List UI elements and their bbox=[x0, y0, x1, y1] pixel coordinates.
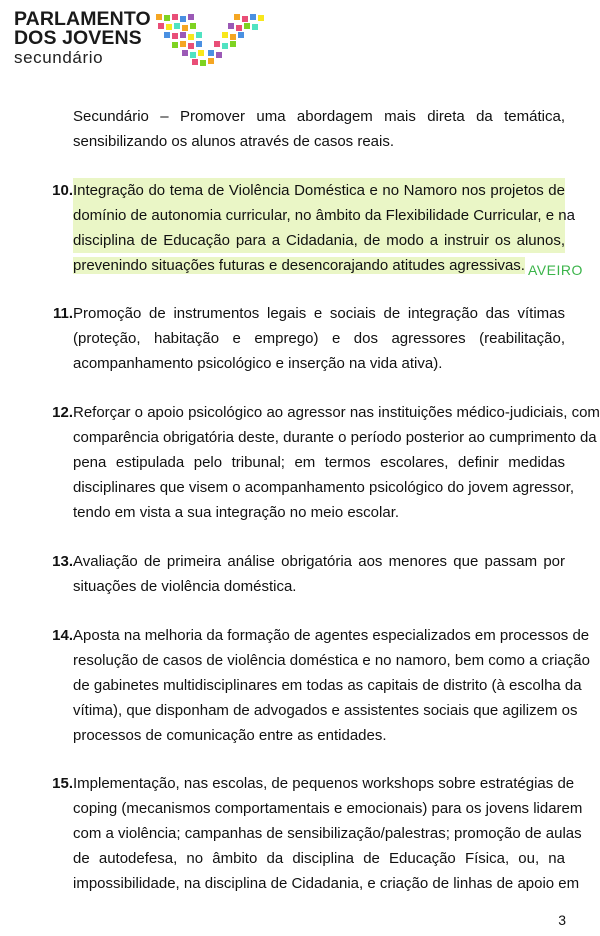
item-number: 11. bbox=[52, 305, 73, 322]
text-line: com a violência; campanhas de sensibilização/palestras; promoção de aulas bbox=[73, 825, 582, 842]
aveiro-tag: AVEIRO bbox=[528, 262, 583, 278]
text-line: impossibilidade, na disciplina de Cidadania, e criação de linhas de apoio em bbox=[73, 875, 580, 892]
highlighted-text: prevenindo situações futuras e desencorajando atitudes agressivas. bbox=[73, 257, 525, 274]
text-line bbox=[73, 228, 565, 253]
text-line: de autodefesa, no âmbito da disciplina de Educação Física, ou, na bbox=[73, 850, 565, 867]
text-line bbox=[73, 203, 575, 228]
item-number: 10. bbox=[52, 182, 73, 199]
text-line: Promoção de instrumentos legais e sociais de integração das vítimas bbox=[73, 305, 565, 322]
item-number: 15. bbox=[52, 775, 73, 792]
text-line: Reforçar o apoio psicológico ao agressor nas instituições médico-judiciais, com bbox=[73, 404, 600, 421]
text-line: (proteção, habitação e emprego) e dos agressores (reabilitação, bbox=[73, 330, 565, 347]
logo-wordmark bbox=[14, 10, 151, 68]
text-line: tendo em vista a sua integração no meio escolar. bbox=[73, 504, 400, 521]
text-line: acompanhamento psicológico e inserção na vida ativa). bbox=[73, 355, 443, 372]
text-line: Aposta na melhoria da formação de agentes especializados em processos de bbox=[73, 627, 590, 644]
text-line: disciplinares que visem o acompanhamento psicológico do jovem agressor, bbox=[73, 479, 575, 496]
text-line: coping (mecanismos comportamentais e emocionais) para os jovens lidarem bbox=[73, 800, 583, 817]
logo-line-3: secundário bbox=[14, 48, 104, 67]
highlighted-text: disciplina de Educação para a Cidadania, de modo a instruir os alunos, bbox=[73, 228, 565, 253]
text-line: pena estipulada pelo tribunal; em termos escolares, definir medidas bbox=[73, 454, 565, 471]
text-line: resolução de casos de violência doméstica e no namoro, bem como a criação bbox=[73, 652, 590, 669]
text-line: Avaliação de primeira análise obrigatória aos menores que passam por bbox=[73, 553, 565, 570]
highlighted-text: Integração do tema de Violência Doméstica e no Namoro nos projetos de bbox=[73, 178, 565, 203]
text-line: vítima), que disponham de advogados e assistentes sociais que agilizem os bbox=[73, 702, 578, 719]
item-number: 13. bbox=[52, 553, 73, 570]
text-line: sensibilizando os alunos através de casos reais. bbox=[73, 133, 395, 150]
item-number: 12. bbox=[52, 404, 73, 421]
text-line: Secundário – Promover uma abordagem mais direta da temática, bbox=[73, 108, 565, 125]
colored-squares-logo-icon bbox=[154, 12, 266, 68]
logo-line-1: PARLAMENTO bbox=[14, 8, 151, 30]
text-line: Implementação, nas escolas, de pequenos workshops sobre estratégias de bbox=[73, 775, 575, 792]
text-line: processos de comunicação entre as entidades. bbox=[73, 727, 387, 744]
highlighted-text: domínio de autonomia curricular, no âmbito da Flexibilidade Curricular, e na bbox=[73, 203, 565, 228]
logo-line-2: DOS JOVENS bbox=[14, 27, 142, 49]
text-line: situações de violência doméstica. bbox=[73, 578, 297, 595]
text-line bbox=[73, 253, 565, 278]
text-line: de gabinetes multidisciplinares em todas as capitais de distrito (à escolha da bbox=[73, 677, 582, 694]
item-number: 14. bbox=[52, 627, 73, 644]
parlamento-dos-jovens-logo bbox=[14, 10, 264, 70]
text-line: comparência obrigatória deste, durante o período posterior ao cumprimento da bbox=[73, 429, 597, 446]
text-line bbox=[73, 178, 565, 203]
page-number: 3 bbox=[558, 912, 566, 928]
